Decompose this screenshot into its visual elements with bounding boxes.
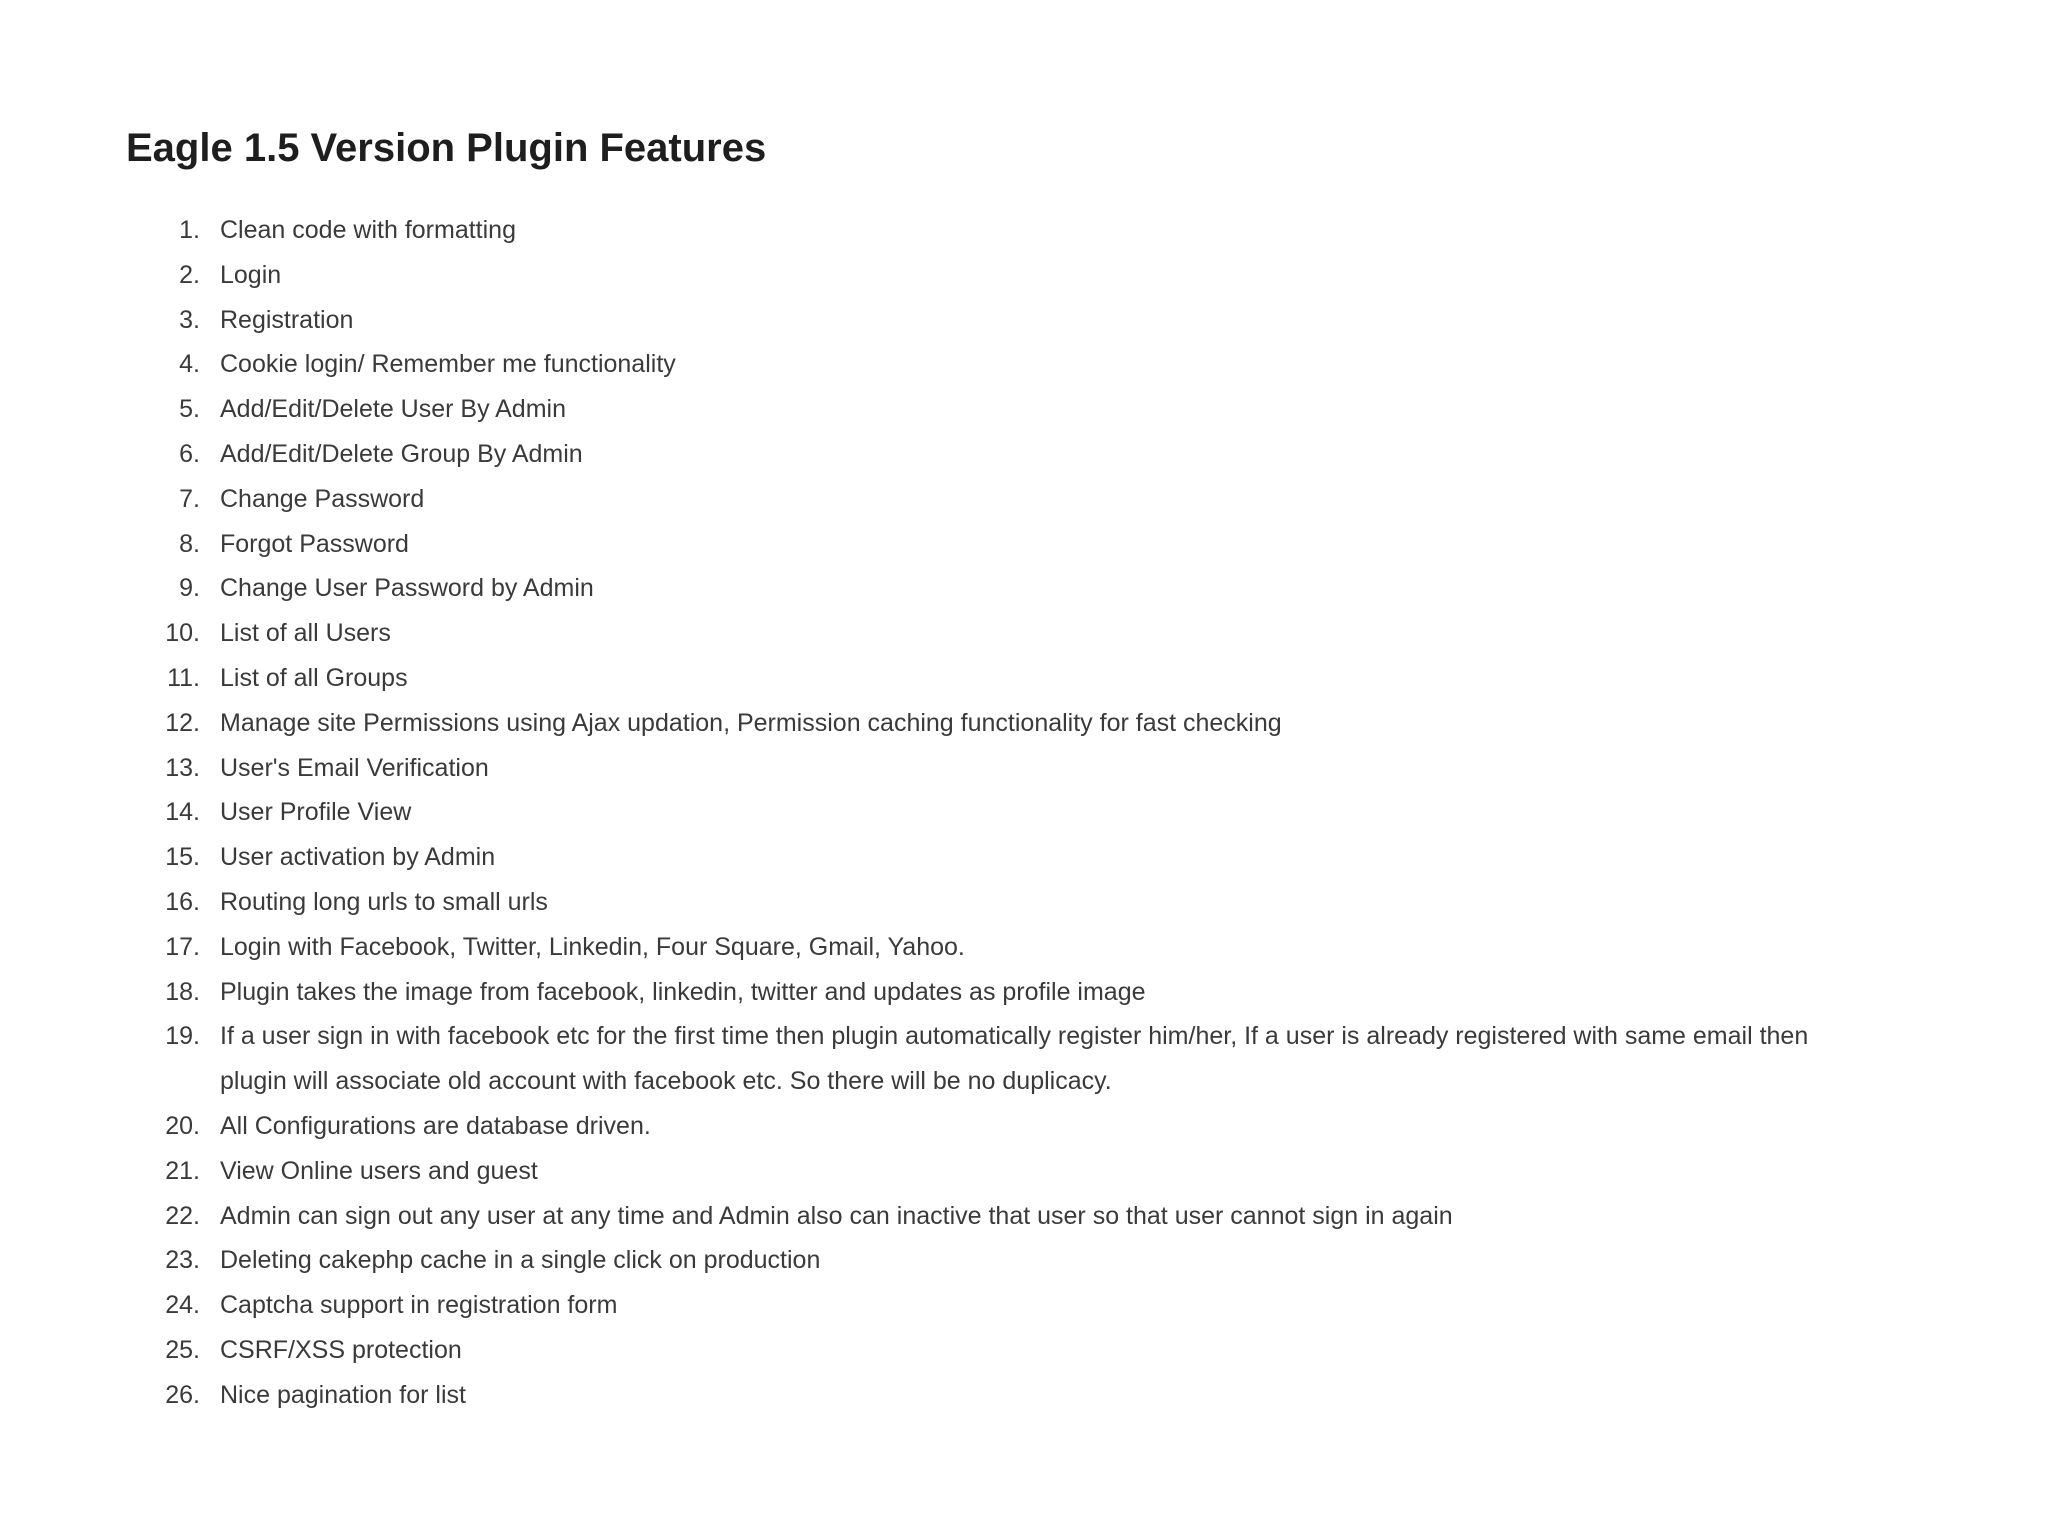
- item-text: All Configurations are database driven.: [220, 1111, 651, 1140]
- item-number: 3.: [179, 305, 200, 334]
- item-number: 2.: [179, 260, 200, 289]
- list-item: [126, 1283, 1826, 1328]
- item-text: User's Email Verification: [220, 753, 489, 782]
- item-number: 9.: [179, 574, 200, 603]
- list-item: [126, 1104, 1826, 1149]
- list-item: [126, 1328, 1826, 1373]
- item-text: Manage site Permissions using Ajax updation, Permission caching functionality for fast checking: [220, 708, 1282, 737]
- list-item: [126, 656, 1826, 701]
- item-number: 12.: [165, 708, 200, 737]
- item-text: Routing long urls to small urls: [220, 887, 548, 916]
- item-text: User activation by Admin: [220, 843, 496, 872]
- list-item: [126, 1194, 1826, 1239]
- item-text: User Profile View: [220, 798, 412, 827]
- item-number: 11.: [167, 663, 200, 692]
- item-text: Nice pagination for list: [220, 1380, 466, 1409]
- item-text: List of all Groups: [220, 663, 408, 692]
- item-text: Add/Edit/Delete User By Admin: [220, 395, 566, 424]
- list-item: [126, 835, 1826, 880]
- item-number: 1.: [179, 216, 200, 244]
- item-number: 17.: [165, 932, 200, 961]
- list-item: [126, 1373, 1826, 1418]
- list-item: [126, 477, 1826, 522]
- list-item: [126, 701, 1826, 746]
- item-number: 18.: [165, 977, 200, 1006]
- item-number: 22.: [165, 1201, 200, 1230]
- list-item: [126, 925, 1826, 970]
- item-number: 16.: [165, 887, 200, 916]
- list-item: [126, 342, 1826, 387]
- item-text: Captcha support in registration form: [220, 1291, 618, 1320]
- list-item: [126, 522, 1826, 567]
- item-number: 8.: [179, 529, 200, 558]
- item-text: Login: [220, 260, 282, 289]
- list-item: [126, 1149, 1826, 1194]
- item-text: Deleting cakephp cache in a single click on production: [220, 1246, 821, 1275]
- item-number: 15.: [165, 843, 200, 872]
- list-item: [126, 746, 1826, 791]
- list-item: [126, 790, 1826, 835]
- list-item: [126, 432, 1826, 477]
- list-item: [126, 1238, 1826, 1283]
- item-number: 19.: [165, 1022, 200, 1051]
- item-text: Plugin takes the image from facebook, linkedin, twitter and updates as profile image: [220, 977, 1146, 1006]
- list-item: [126, 880, 1826, 925]
- item-number: 10.: [165, 619, 200, 648]
- list-item: [126, 970, 1826, 1015]
- page-title: Eagle 1.5 Version Plugin Features: [126, 126, 767, 170]
- item-text: Add/Edit/Delete Group By Admin: [220, 439, 583, 468]
- item-number: 14.: [165, 798, 200, 827]
- item-number: 6.: [179, 439, 200, 468]
- item-number: 25.: [165, 1335, 200, 1364]
- item-number: 21.: [165, 1156, 200, 1185]
- item-text: Clean code with formatting: [220, 216, 516, 244]
- item-number: 4.: [179, 350, 200, 379]
- item-text: Change Password: [220, 484, 425, 513]
- item-text: CSRF/XSS protection: [220, 1335, 462, 1364]
- item-number: 24.: [165, 1291, 200, 1320]
- list-item: [126, 208, 1826, 253]
- item-number: 5.: [179, 395, 200, 424]
- item-text: List of all Users: [220, 619, 391, 648]
- list-item: [126, 298, 1826, 343]
- item-text: Admin can sign out any user at any time and Admin also can inactive that user so that user cannot sign in again: [220, 1201, 1453, 1230]
- item-number: 7.: [179, 484, 200, 513]
- list-item: [126, 253, 1826, 298]
- item-text: Login with Facebook, Twitter, Linkedin, Four Square, Gmail, Yahoo.: [220, 932, 965, 961]
- item-text: Change User Password by Admin: [220, 574, 594, 603]
- item-text: Forgot Password: [220, 529, 409, 558]
- list-item: [126, 611, 1826, 656]
- list-item: [126, 1014, 1826, 1104]
- list-item: [126, 387, 1826, 432]
- item-text: Registration: [220, 305, 354, 334]
- item-text: If a user sign in with facebook etc for the first time then plugin automatically register him/her, If a user is already registered with same email then plugin will associate old account with facebook etc. So there will be no duplicacy.: [220, 1022, 1809, 1096]
- item-number: 26.: [165, 1380, 200, 1409]
- item-number: 20.: [165, 1111, 200, 1140]
- list-item: [126, 566, 1826, 611]
- item-text: View Online users and guest: [220, 1156, 538, 1185]
- item-number: 13.: [165, 753, 200, 782]
- feature-list: [126, 208, 1826, 1418]
- item-number: 23.: [165, 1246, 200, 1275]
- item-text: Cookie login/ Remember me functionality: [220, 350, 676, 379]
